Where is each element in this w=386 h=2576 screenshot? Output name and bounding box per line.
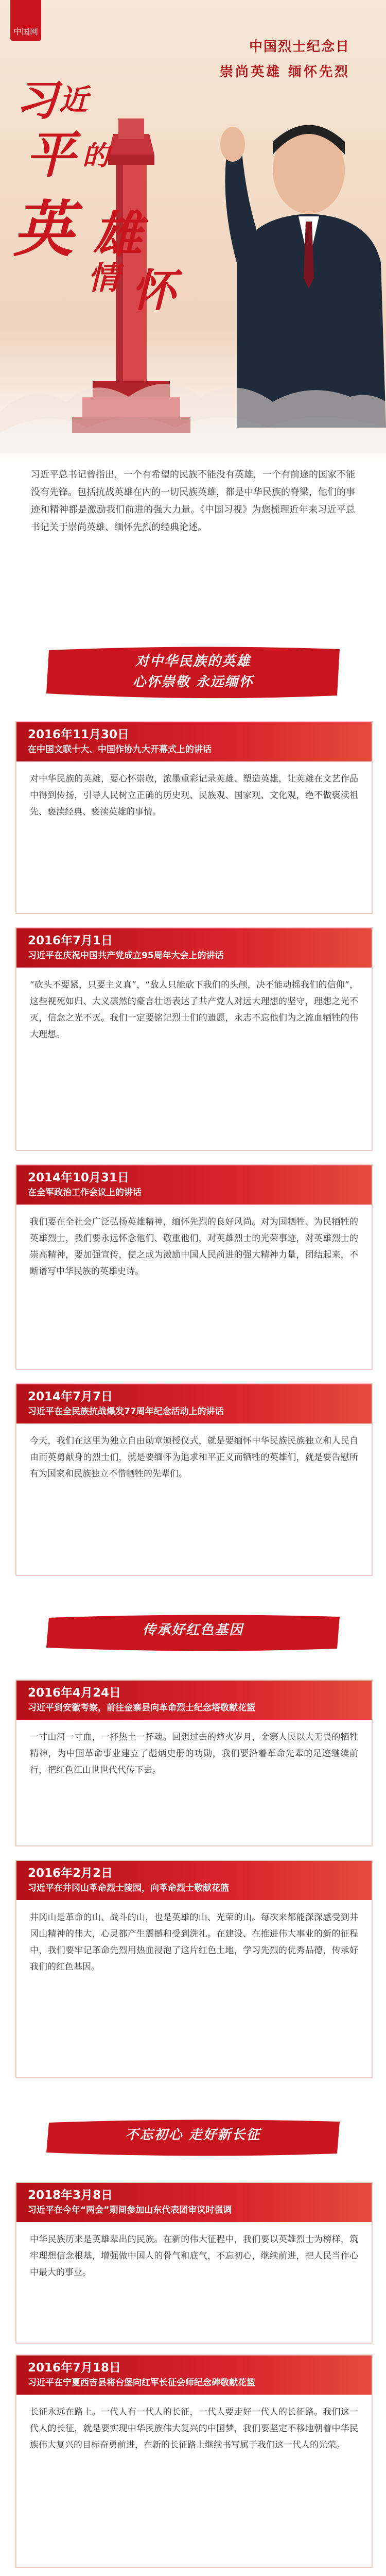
card-body: 一寸山河一寸血，一抔热土一抔魂。回想过去的烽火岁月，金寨人民以大无畏的牺牲精神，为中国革命事业建立了彪炳史册的功勋，我们要沿着革命先辈的足迹继续前行，把红色江山世世代代传下去。 bbox=[30, 1732, 358, 1775]
card-header bbox=[16, 1165, 372, 1205]
card-title: 习近平在全民族抗战爆发77周年纪念活动上的讲话 bbox=[28, 1406, 224, 1417]
card-date: 2014年7月7日 bbox=[28, 1390, 113, 1403]
card-title: 习近平到安徽考察，前往金寨县向革命烈士纪念塔敬献花篮 bbox=[28, 1703, 255, 1713]
card-body: 今天，我们在这里为独立自由勋章颁授仪式，就是要缅怀中华民族民族独立和人民自由而英勇献身的烈士们，就是要缅怀为追求和平正义而牺牲的英雄们，就是要告慰所有为国家和民族独立不惜牺牲的先辈们。 bbox=[30, 1436, 358, 1479]
card-title: 习近平在今年“两会”期间参加山东代表团审议时强调 bbox=[28, 2205, 232, 2215]
card-body: 我们要在全社会广泛弘扬英雄精神，缅怀先烈的良好风尚。对为国牺牲、为民牺牲的英雄烈士，我们要永远怀念他们、敬重他们，对英雄烈士的光荣事迹，对英雄烈士的崇高精神，要加强宣传，使之成为激励中国人民前进的强大精神力量，团结起来，不断谱写中华民族的英雄史诗。 bbox=[30, 1217, 358, 1277]
hero-title-char: 平 bbox=[26, 126, 75, 184]
hero-caption-line1: 中国烈士纪念日 bbox=[249, 39, 350, 55]
hero-banner bbox=[0, 0, 386, 464]
card-date: 2016年11月30日 bbox=[28, 728, 130, 741]
hero-title-char: 英 bbox=[13, 193, 74, 265]
quote-card bbox=[15, 721, 373, 914]
hero-title-char: 情 bbox=[87, 259, 120, 297]
card-body: 中华民族历来是英雄辈出的民族。在新的伟大征程中，我们要以英雄烈士为榜样，筑牢理想信念根基，增强做中国人的骨气和底气，不忘初心，继续前进，把人民当作心中最大的事业。 bbox=[30, 2234, 358, 2278]
card-title: 习近平在庆祝中国共产党成立95周年大会上的讲话 bbox=[28, 951, 224, 961]
section-heading-line: 对中华民族的英雄 bbox=[135, 654, 251, 669]
card-date: 2016年2月2日 bbox=[28, 1867, 113, 1880]
hero-caption-line2: 崇尚英雄 缅怀先烈 bbox=[219, 64, 350, 80]
quote-card bbox=[15, 1860, 373, 2078]
quote-card bbox=[15, 1383, 373, 1576]
quote-card bbox=[15, 927, 373, 1151]
section-heading bbox=[41, 1613, 345, 1654]
card-header bbox=[16, 2183, 372, 2222]
card-header bbox=[16, 928, 372, 968]
section-heading-line: 不忘初心 走好新长征 bbox=[125, 2127, 261, 2143]
card-body: 长征永远在路上。一代人有一代人的长征，一代人要走好一代人的长征路。我们这一代人的长征，就是要实现中华民族伟大复兴的中国梦，我们要坚定不移地朝着中华民族伟大复兴的目标奋勇前进，在新的长征路上继续书写属于我们这一代人的光荣。 bbox=[30, 2407, 358, 2450]
card-date: 2014年10月31日 bbox=[28, 1171, 130, 1184]
card-title: 在中国文联十大、中国作协九大开幕式上的讲话 bbox=[28, 744, 212, 755]
card-date: 2018年3月8日 bbox=[28, 2189, 113, 2202]
card-date: 2016年7月18日 bbox=[28, 2361, 121, 2375]
card-header bbox=[16, 1681, 372, 1720]
hero-title-char: 习 bbox=[15, 76, 58, 125]
section-heading bbox=[41, 2117, 345, 2159]
card-title: 在全军政治工作会议上的讲话 bbox=[28, 1188, 142, 1198]
quote-card bbox=[15, 2182, 373, 2344]
card-date: 2016年7月1日 bbox=[28, 934, 113, 947]
corner-tag: 中国网 bbox=[10, 0, 41, 41]
intro-paragraph: 习近平总书记曾指出，一个有希望的民族不能没有英雄，一个有前途的国家不能没有先锋。包括抗战英雄在内的一切民族英雄，都是中华民族的脊梁，他们的事迹和精神都是激励我们前进的强大力量。《中国习视》为您梳理近年来习近平总书记关于崇尚英雄、缅怀先烈的经典论述。 bbox=[31, 469, 355, 533]
hero-caption bbox=[220, 36, 350, 80]
card-body: 对中华民族的英雄，要心怀崇敬，浓墨重彩记录英雄、塑造英雄，让英雄在文艺作品中得到传扬，引导人民树立正确的历史观、民族观、国家观、文化观，绝不做亵渎祖先、亵渎经典、亵渎英雄的事情。 bbox=[30, 774, 358, 817]
hero-title bbox=[10, 67, 196, 335]
quote-card bbox=[15, 2354, 373, 2568]
hero-title-char: 的 bbox=[82, 140, 110, 172]
quote-card bbox=[15, 1164, 373, 1370]
card-body: 井冈山是革命的山、战斗的山，也是英雄的山、光荣的山。每次来都能深深感受到井冈山精神的伟大，心灵都产生震撼和受到洗礼。在建设、在推进伟大事业的新的征程中，我们要牢记革命先烈用热血浸泡了这片红色土地，学习先烈的优秀品德，传承好我们的红色基因。 bbox=[30, 1912, 358, 1972]
card-header bbox=[16, 1384, 372, 1423]
card-date: 2016年4月24日 bbox=[28, 1686, 121, 1700]
hero-title-char: 怀 bbox=[131, 265, 176, 317]
hero-title-char: 近 bbox=[59, 83, 88, 117]
section-heading-line: 传承好红色基因 bbox=[142, 1622, 243, 1638]
card-header bbox=[16, 2355, 372, 2395]
hero-title-char: 雄 bbox=[93, 206, 142, 264]
quote-card bbox=[15, 1680, 373, 1846]
card-title: 习近平在宁夏西吉县将台堡向红军长征会师纪念碑敬献花篮 bbox=[28, 2378, 255, 2388]
card-header bbox=[16, 722, 372, 761]
cloud-decoration bbox=[0, 319, 386, 453]
card-body: “砍头不要紧，只要主义真”，“敌人只能砍下我们的头颅，决不能动摇我们的信仰”，这些视死如归、大义凛然的豪言壮语表达了共产党人对远大理想的坚守，理想之光不灭，信念之光不灭。我们一定要铭记烈士们的遗愿，永志不忘他们为之流血牺牲的伟大理想。 bbox=[30, 980, 358, 1040]
section-heading-line: 心怀崇敬 永远缅怀 bbox=[132, 674, 254, 690]
card-title: 习近平在井冈山革命烈士陵园，向革命烈士敬献花篮 bbox=[28, 1883, 229, 1893]
card-header bbox=[16, 1861, 372, 1900]
section-heading bbox=[41, 644, 345, 701]
